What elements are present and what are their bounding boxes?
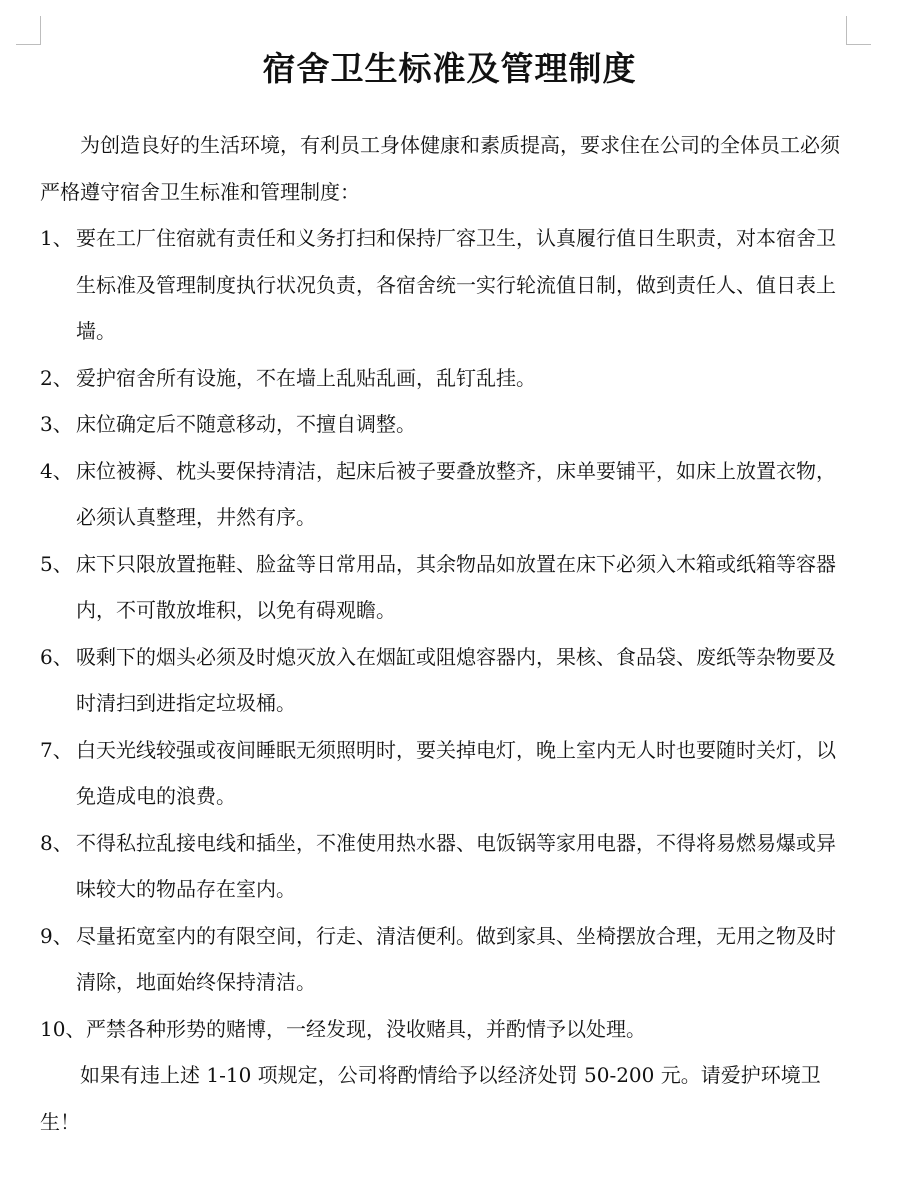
rule-text: 床位确定后不随意移动，不擅自调整。 xyxy=(76,412,416,436)
rule-text: 吸剩下的烟头必须及时熄灭放入在烟缸或阻熄容器内，果核、食品袋、废纸等杂物要及时清扫到进指定垃圾桶。 xyxy=(76,644,836,715)
rule-item xyxy=(40,541,844,634)
page-corner-mark-top-left xyxy=(16,16,41,45)
rule-text: 严禁各种形势的赌博，一经发现，没收赌具，并酌情予以处理。 xyxy=(86,1016,646,1041)
rule-item xyxy=(40,215,844,355)
rule-number: 4、 xyxy=(40,458,73,483)
rule-number: 8、 xyxy=(40,830,73,855)
rule-number: 9、 xyxy=(40,923,73,948)
rule-item xyxy=(40,355,844,402)
rule-number: 1、 xyxy=(40,226,73,250)
rule-number: 10、 xyxy=(40,1016,86,1041)
rule-item xyxy=(40,913,844,1006)
rule-number: 5、 xyxy=(40,551,73,576)
rule-text: 爱护宿舍所有设施，不在墙上乱贴乱画，乱钉乱挂。 xyxy=(76,365,536,390)
intro-paragraph: 为创造良好的生活环境，有利员工身体健康和素质提高，要求住在公司的全体员工必须严格遵守宿舍卫生标准和管理制度： xyxy=(40,133,840,204)
rule-text: 白天光线较强或夜间睡眠无须照明时，要关掉电灯，晚上室内无人时也要随时关灯，以免造成电的浪费。 xyxy=(76,737,836,808)
page-corner-mark-top-right xyxy=(846,16,871,45)
rule-text: 不得私拉乱接电线和插坐，不准使用热水器、电饭锅等家用电器，不得将易燃易爆或异味较大的物品存在室内。 xyxy=(76,830,836,901)
rule-text: 尽量拓宽室内的有限空间，行走、清洁便利。做到家具、坐椅摆放合理，无用之物及时清除，地面始终保持清洁。 xyxy=(76,923,836,994)
rule-item xyxy=(40,448,844,541)
rule-item xyxy=(40,1006,844,1053)
rule-number: 2、 xyxy=(40,365,73,390)
rule-text: 床下只限放置拖鞋、脸盆等日常用品，其余物品如放置在床下必须入木箱或纸箱等容器内，不可散放堆积，以免有碍观瞻。 xyxy=(76,551,836,622)
document-body xyxy=(40,122,844,1145)
rule-number: 7、 xyxy=(40,737,73,762)
rule-text: 要在工厂住宿就有责任和义务打扫和保持厂容卫生，认真履行值日生职责，对本宿舍卫生标准及管理制度执行状况负责，各宿舍统一实行轮流值日制，做到责任人、值日表上墙。 xyxy=(76,226,836,343)
document-title: 宿舍卫生标准及管理制度 xyxy=(262,49,637,88)
rule-number: 3、 xyxy=(40,412,73,436)
rule-item xyxy=(40,820,844,913)
rule-text: 床位被褥、枕头要保持清洁，起床后被子要叠放整齐，床单要铺平，如床上放置衣物，必须认真整理，井然有序。 xyxy=(76,458,836,529)
rule-item xyxy=(40,401,844,448)
rule-item xyxy=(40,727,844,820)
rule-number: 6、 xyxy=(40,644,73,669)
rule-item xyxy=(40,634,844,727)
closing-paragraph: 如果有违上述 1-10 项规定，公司将酌情给予以经济处罚 50-200 元。请爱护环境卫生！ xyxy=(40,1063,821,1134)
